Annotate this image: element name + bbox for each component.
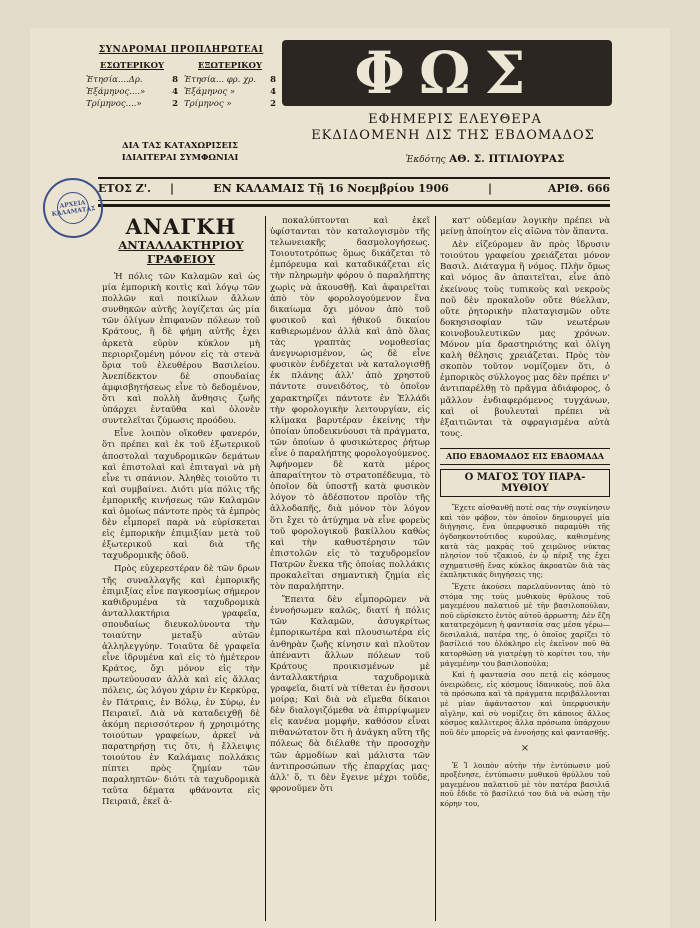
year: ΕΤΟΣ Ζ'. <box>98 182 151 195</box>
rate-value: 4 <box>270 87 276 97</box>
publisher-line <box>370 153 600 165</box>
tagline-2: ΕΚΔΙΔΟΜΕΝΗ ΔΙΣ ΤΗΣ ΕΒΔΟΜΑΔΟΣ <box>311 128 595 143</box>
rate-label: Ἐτησία....Δρ. <box>86 75 143 85</box>
separator: | <box>169 182 174 195</box>
article-title: ΑΝΑΓΚΗ <box>125 216 237 239</box>
place-date: ΕΝ ΚΑΛΑΜΑΙΣ Τῇ 16 Νοεμβρίου 1906 <box>213 182 449 195</box>
tagline-1: ΕΦΗΜΕΡΙΣ ΕΛΕΥΘΕΡΑ <box>368 112 542 127</box>
paragraph: Πρὸς εὐχερεστέραν δὲ τῶν δρων τῆς συναλλαγῆς καὶ ἐμπορικῆς ἐπιμιξίας εἶνε παγκοσμίως σήμερον καθιδρυμένα τὰ ταχυδρομικὰ ἀνταλλακτήρια γραφεῖα, σπουδαίως διευκολύνοντα τὴν τοιαύτην μεταξὺ αὐτῶν ἀλληλεγγύην. Τοιαῦτα δὲ γραφεῖα εἶνε ἱδρυμένα καὶ εἰς τὸ ἡμέτερον Κράτος, ὄχι μόνον εἰς τὴν πρωτεύουσαν ἀλλὰ καὶ εἰς ἄλλας πόλεις, ὡς λόγου χάριν ἐν Κερκύρᾳ, ἐν Πάτραις, ἐν Βόλῳ, ἐν Σύρῳ, ἐν Πειραιεῖ. Διὰ νὰ καταδειχθῇ δὲ ἀκόμη περισσότερον ἡ χρησιμότης τοιούτων γραφείων, ἀρκεῖ νὰ παρατηρήσῃ τις ὅτι, ἡ ἔλλειψις τοιούτου ἐν Καλάμαις πολλάκις πίπτει πρὸς ζημίαν τῶν παραληπτῶν· διότι τὰ ταχυδρομικὰ ταῦτα δέματα φθάνοντα εἰς Πειραιᾶ, ἐκεῖ ἀ- <box>102 564 260 808</box>
subscription-box <box>86 44 276 110</box>
rate-value: 2 <box>270 99 276 109</box>
paragraph: κατ' οὐδεμίαν λογικὴν πρέπει νὰ μείνῃ ἀποίητον εἰς αἰῶνα τὸν ἅπαντα. <box>440 216 610 238</box>
paragraph: Ἐ Ἰ λοιπὸν αὐτὴν τὴν ἐντύπωσιν μοῦ προξένησε, ἐντύπωσιν μυθικοῦ θρύλλου τοῦ μαγεμένου παλατιοῦ μὲ τὸν πατέρα βασιλιᾶ ποῦ ἔδιδε τὸ βασίλειό του διὰ νὰ σώσῃ τὴν κόρην του, <box>440 760 610 808</box>
paragraph: ποκαλύπτονται καὶ ἐκεῖ ὑφίστανται τὸν καταλογισμὸν τῆς τελωνειακῆς δασμολογήσεως. Τοιουτοτρόπως ὅμως δικάζεται τὸ ἐμπόρευμα καὶ καταδικάζεται εἰς τὴν πληρωμὴν φόρου ὁ παραλήπτης χωρὶς νὰ ἀκουσθῇ. Καὶ ἀφαιρεῖται ἀπὸ τὸν φορολογούμενον ἕνα δικαίωμα ὄχι μόνον ἀπὸ τοῦ φυσικοῦ καὶ ἠθικοῦ δικαίου καθιερωμένον ἀλλὰ καὶ ἀπὸ ὅλας τὰς γραπτὰς νομοθεσίας ἀνεγνωρισμένον, ὡς δὲ εἶνε φυσικὸν ἐνδέχεται νὰ καταλογισθῇ ἐκ πλάνης ἀλλ' ἀπὸ χρηστοῦ πάντοτε συνειδότος, τὸ ὁποῖον χαρακτηρίζει πάντοτε ἐν Ἑλλάδι τὴν φορολογικὴν λειτουργίαν, εἰς κλίμακα βαρυτέραν ἐκείνης τὴν ὁποίαν ὑποδεικνύουσι τὰ πράγματα, τῶν ὁποίων ὁ φυσικώτερος ῥήτωρ εἶνε ὁ παραλήπτης φορολογούμενος. Ἀφήνομεν δὲ κατὰ μέρος ἀπαραίτητον τὸ στρατοπέδευμα, τὸ ὁποῖον δὰ ὑποστῇ κατὰ φυσικὸν λόγον τὸ ἀδέσποτον προϊὸν τῆς ἀλλοδαπῆς, διὰ μόνον τὸν λόγον ὅτι ἔχει τὸ ἀτύχημα νὰ εἶνε φορεὺς τοῦ φορολογικοῦ βακίλλου καθὼς καὶ τὴν καθυστέρησιν τῶν ἐπιστολῶν εἰς τὸ ταχυδρομεῖον Πατρῶν ἕνεκα τῆς ὁποίας πολλάκις προκαλεῖται σημαντικὴ ζημία εἰς τὸν παραλήπτην. <box>270 216 430 593</box>
paragraph: Εἶνε λοιπὸν οἴκοθεν φανερόν, ὅτι πρέπει καὶ ἐκ τοῦ ἐξωτερικοῦ ἀποστολαὶ ταχυδρομικῶν δεμάτων καὶ ἐπιστολαὶ καὶ ἐπιταγαὶ νὰ μὴ εἶνε τι σπάνιον. Ἀληθὲς τοιοῦτο τι καὶ συμβαίνει. Διότι μία πόλις τῆς ἐμπορικῆς κινήσεως τῶν Καλαμῶν καὶ ὁμοίως πάντοτε πρὸς τὰ ἐμπρὸς δὲν εἶμπορεῖ παρὰ νὰ εὑρίσκεται εἰς ἐμπορικὴν ἐπιμιξίαν μετὰ τοῦ ἐξωτερικοῦ καὶ διὰ τῆς ταχυδρομικῆς ὁδοῦ. <box>102 429 260 562</box>
article-subtitle: ΑΝΤΑΛΛΑΚΤΗΡΙΟΥ ΓΡΑΦΕΙΟΥ <box>118 238 244 266</box>
bottom-rule-thick <box>98 204 610 207</box>
rate-label: Τρίμηνος » <box>184 99 232 109</box>
rate-row <box>86 74 178 86</box>
rate-row <box>86 86 178 98</box>
domestic-rates <box>86 60 178 110</box>
divider-mark: × <box>520 743 530 755</box>
column-1 <box>102 216 260 811</box>
rate-row <box>184 86 276 98</box>
paragraph: Ἔχετε ἀκούσει παρελαύνοντας ἀπὸ τὸ στόμα της τοὺς μυθικοὺς θρύλους τοῦ μαγεμένου παλατιοῦ μὲ τὴν βασιλοπούλαν, ποῦ εὑρίσκετο ἐντὸς αὐτοῦ ἀρρωστη; Δὲν ἔζη κατατρεχόμενη ἡ φαντασία σας μέσα γέρω—δεσιλαλιά, πατέρα της, ὁ ὁποῖος χαρίζει τὸ βασίλειό του ὁλόκληρο εἰς ἐκεῖνον ποῦ θὰ κατορθώσῃ νὰ γιατρέψῃ τὸ κορίτσι του, τὴν μάγεμένην του βασιλοπούλα; <box>440 581 610 668</box>
publisher-label: Ἐκδότης <box>405 155 446 165</box>
domestic-title: ΕΣΩΤΕΡΙΚΟΥ <box>99 61 165 71</box>
section-heading: ΑΠΟ ΕΒΔΟΜΑΔΟΣ ΕΙΣ ΕΒΔΟΜΑΔΑ <box>440 448 610 465</box>
rate-label: Τρίμηνος....» <box>86 99 142 109</box>
rate-row <box>184 74 276 86</box>
rate-row <box>184 98 276 110</box>
rate-value: 2 <box>172 99 178 109</box>
article-title: Ο ΜΑΓΟΣ ΤΟΥ ΠΑΡΑ-ΜΥΘΙΟΥ <box>440 469 610 497</box>
bottom-rule-thin <box>98 200 610 201</box>
rate-value: 8 <box>270 75 276 85</box>
column-2 <box>270 216 430 797</box>
dateline <box>98 182 610 195</box>
paragraph: Ἡ πόλις τῶν Καλαμῶν καὶ ὡς μία ἐμπορικὴ κοιτὶς καὶ λόγῳ τῶν πολλῶν καὶ ποικίλων ἄλλων συνθηκῶν αὐτῆς λογίζεται ὡς μία τῶν ὀλίγων ἐπιφανῶν πόλεων τοῦ Κράτους, ἢ δὲ φήμη αὐτῆς ἐχει ἀρκετὰ εὐρὺν κύκλον μὴ περιοριζομένη μόνον εἰς τὰ στενὰ ὅρια τοῦ ἐλευθέρου Βασιλείου. Ἀνεπίδεκτον δὲ σπουδαίας ἀμφισβητήσεως εἶνε τὸ δεδομένον, ὅτι καὶ πολλὴ ἄνθησις ζωῆς ὑπάρχει ἐνταῦθα καὶ ὁλονὲν συντελεῖται ζύμωσις προόδου. <box>102 272 260 427</box>
column-divider <box>435 216 436 921</box>
rate-value: 8 <box>172 75 178 85</box>
advertising-note <box>70 140 290 164</box>
rate-label: Ἑξάμηνος....» <box>86 87 146 97</box>
foreign-rates <box>184 60 276 110</box>
paragraph: Ἔπειτα δὲν εἶμπορῶμεν νὰ ἐννοήσωμεν καλῶς, διατί ἡ πόλις τῶν Καλαμῶν, ἀσυγκρίτως ἐμπορικωτέρα καὶ πλουσιωτέρα εἰς ἀνθηρὰν ζωῆς κίνησιν καὶ πλοῦτον ἀπέναντι ἄλλων πόλεων τοῦ Κράτους προικισμένων μὲ ἀνταλλακτήρια ταχυδρομικὰ γραφεῖα, διατί νὰ τίθεται ἐν ἥσσονι μοίρᾳ; Καὶ διὰ νὰ εἴμεθα δίκαιοι δὲν διαλογιζόμεθα νὰ ἐπιρρίψωμεν εἰς κανένα μομφήν, καθόσον εἶναι πιθανώτατον ὅτι ἡ ἀνάγκη αὕτη τῆς πόλεως δὰ διέλαθε τὴν προσοχὴν τῶν ἁρμοδίων καὶ μάλιστα τῶν ἀντιπροσώπων τῆς ἐπαρχίας μας· ἀλλ' ὅ, τι δὲν ἔγεινε μέχρι τοῦδε, φρονοῦμεν ὅτι <box>270 595 430 794</box>
rate-row <box>86 98 178 110</box>
ads-line-2: ΙΔΙΑΙΤΕΡΑΙ ΣΥΜΦΩΝΙΑΙ <box>121 153 239 163</box>
issue-number: ΑΡΙΘ. 666 <box>547 182 610 195</box>
subscription-columns <box>86 60 276 110</box>
column-3 <box>440 216 610 810</box>
subscription-heading: ΣΥΝΔΡΟΜΑΙ ΠΡΟΠΛΗΡΩΤΕΑΙ <box>98 45 264 55</box>
paragraph: Δὲν εἰζεύρομεν ἂν πρὸς ἵδρυσιν τοιούτου γραφείου χρειάζεται μόνον Βασιλ. Διάταγμα ἢ νόμος. Πλὴν ὅμως καὶ νόμος ἂν ἀπαιτεῖται, εἶνε ἀπὸ ἐκείνους τοὺς τυπικοὺς καὶ νεκροὺς ποῦ δὲν προκαλοῦν οὔτε θύελλαν, οὔτε ῥητορικὴν πλαταγισμῶν οὔτε δοκησισοφίαν τῶν νεωτέρων κοινοβουλευτικῶν μας χρόνων. Μόνον μία δραστηριότης καὶ ὀλίγη καλὴ θέλησις χρειάζεται. Πρὸς τὸν σκοπὸν τοῦτον νομίζομεν ὅτι, ὁ ἐμπορικὸς σύλλογος μας δὲν πρέπει ν' ἀντιπαρέλθῃ τὸ πρᾶγμα ἀδιάφορος, ὁ μᾶλλον ἐνδιαφερόμενος τυγχάνων, καὶ οἱ βουλευταὶ πρέπει νὰ ἐξαιτιῶνται τὰ σφραγισμένα αὐτὰ τους. <box>440 240 610 439</box>
column-divider <box>265 216 266 921</box>
logo-title: ΦΩΣ <box>354 39 540 107</box>
rate-value: 4 <box>172 87 178 97</box>
paragraph: Καὶ ἡ φαντασία σου πετᾷ εἰς κόσμους ὀνειρώδεις, εἰς κόσμους ἰδανικοὺς, ποῦ ὅλα τὰ πρόσωπα καὶ τὰ πράγματα περιβάλλονται μὲ μίαν ἀφάνταστον καὶ ὑπερφυσικὴν αἴγλην, καὶ σὺ νομίζεις ὅτι κάποιος ἄλλος κόσμος καλλιτερος ἄλλα πρόσωπα ὑπάρχουν ποῦ δὲν μπορεῖς νὰ ἐννοήσῃς καὶ φαντασθῇς. <box>440 670 610 737</box>
newspaper-logo <box>282 40 612 106</box>
ads-line-1: ΔΙΑ ΤΑΣ ΚΑΤΑΧΩΡΙΣΕΙΣ <box>122 141 238 151</box>
paragraph: Ἔχετε αἰσθανθῇ ποτὲ σας τὴν συγκίνησιν καὶ τὸν φόβον, τὸν ὁποῖον δημιουργεῖ μία διήγησις, ἕνα ὑπερφυσικὸ παραμύθι τῆς ὀγδοηκοντούτιδος κυρούλας, καθισμένης κατὰ τὰς μακρὰς τοῦ χειμῶνος νύκτας πλησίον τοῦ τζακιοῦ, ἐν ᾧ πέριξ της ἔχει σχηματισθῇ ἕνας κύκλος ἀκροατῶν διὰ τὰς ἐκπληκτικάς διηγήσεις της; <box>440 503 610 580</box>
rate-label: Ἑξάμηνος » <box>184 87 236 97</box>
top-rule <box>98 177 610 179</box>
separator: | <box>487 182 492 195</box>
stamp-center: ΑΡΧΕΙΑ ΚΑΛΑΜΑΤΑΣ <box>55 190 91 226</box>
foreign-title: ΕΞΩΤΕΡΙΚΟΥ <box>197 61 263 71</box>
publisher-name: ΑΘ. Σ. ΠΤΙΛΙΟΥΡΑΣ <box>449 153 565 165</box>
rate-label: Ἐτησία... φρ. χρ. <box>184 75 256 85</box>
